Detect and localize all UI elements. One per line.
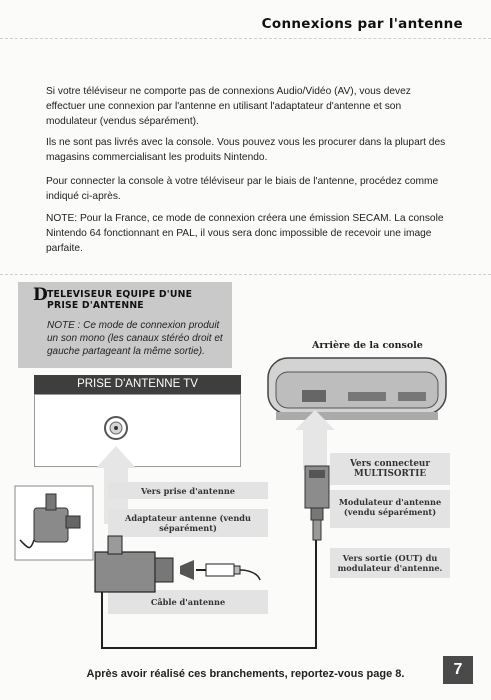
page-number: 7	[443, 656, 473, 684]
tv-antenna-label: PRISE D'ANTENNE TV	[34, 375, 241, 394]
adapter-photo-icon	[15, 486, 93, 560]
adapter-icon	[95, 536, 194, 592]
console-back-label: Arrière de la console	[312, 340, 423, 351]
label-sortie: Vers sortie (OUT) du modulateur d'antenne.	[330, 553, 450, 573]
page-title: Connexions par l'antenne	[261, 16, 463, 32]
section-letter: D	[33, 285, 48, 305]
instruction-paragraph: Pour connecter la console à votre téléviseur par le biais de l'antenne, procédez comme indiqué ci-après.	[46, 176, 439, 202]
availability-paragraph: Ils ne sont pas livrés avec la console. Vous pouvez vous les procurer dans la plupart des magasins commercialisant les produits Nintendo.	[46, 137, 446, 163]
console-icon	[268, 358, 446, 420]
label-prise: Vers prise d'antenne	[108, 486, 268, 496]
label-adaptateur: Adaptateur antenne (vendu séparément)	[108, 513, 268, 533]
modulator-icon	[305, 466, 329, 540]
cable-connector-icon	[196, 564, 240, 576]
section-note: NOTE : Ce mode de connexion produit un son mono (les canaux stéréo droit et gauche partageant la même sortie).	[47, 320, 223, 357]
label-modulateur: Modulateur d'antenne (vendu séparément)	[330, 497, 450, 517]
note-paragraph: NOTE: Pour la France, ce mode de connexion créera une émission SECAM. La console Nintendo 64 fonctionnant en PAL, il vous sera donc impossible de recevoir une image parfaite.	[46, 213, 444, 254]
antenna-socket-icon	[105, 417, 127, 439]
footer-text: Après avoir réalisé ces branchements, reportez-vous page 8.	[86, 668, 405, 680]
section-title: TELEVISEUR EQUIPE D'UNE PRISE D'ANTENNE	[47, 289, 193, 311]
label-multisortie: Vers connecteur MULTISORTIE	[330, 459, 450, 479]
intro-paragraph: Si votre téléviseur ne comporte pas de connexions Audio/Vidéo (AV), vous devez effectuer une connexion par l'antenne en utilisant l'adaptateur d'antenne et son modulateur (vendus séparément).	[46, 86, 411, 127]
label-cable: Câble d'antenne	[108, 597, 268, 607]
